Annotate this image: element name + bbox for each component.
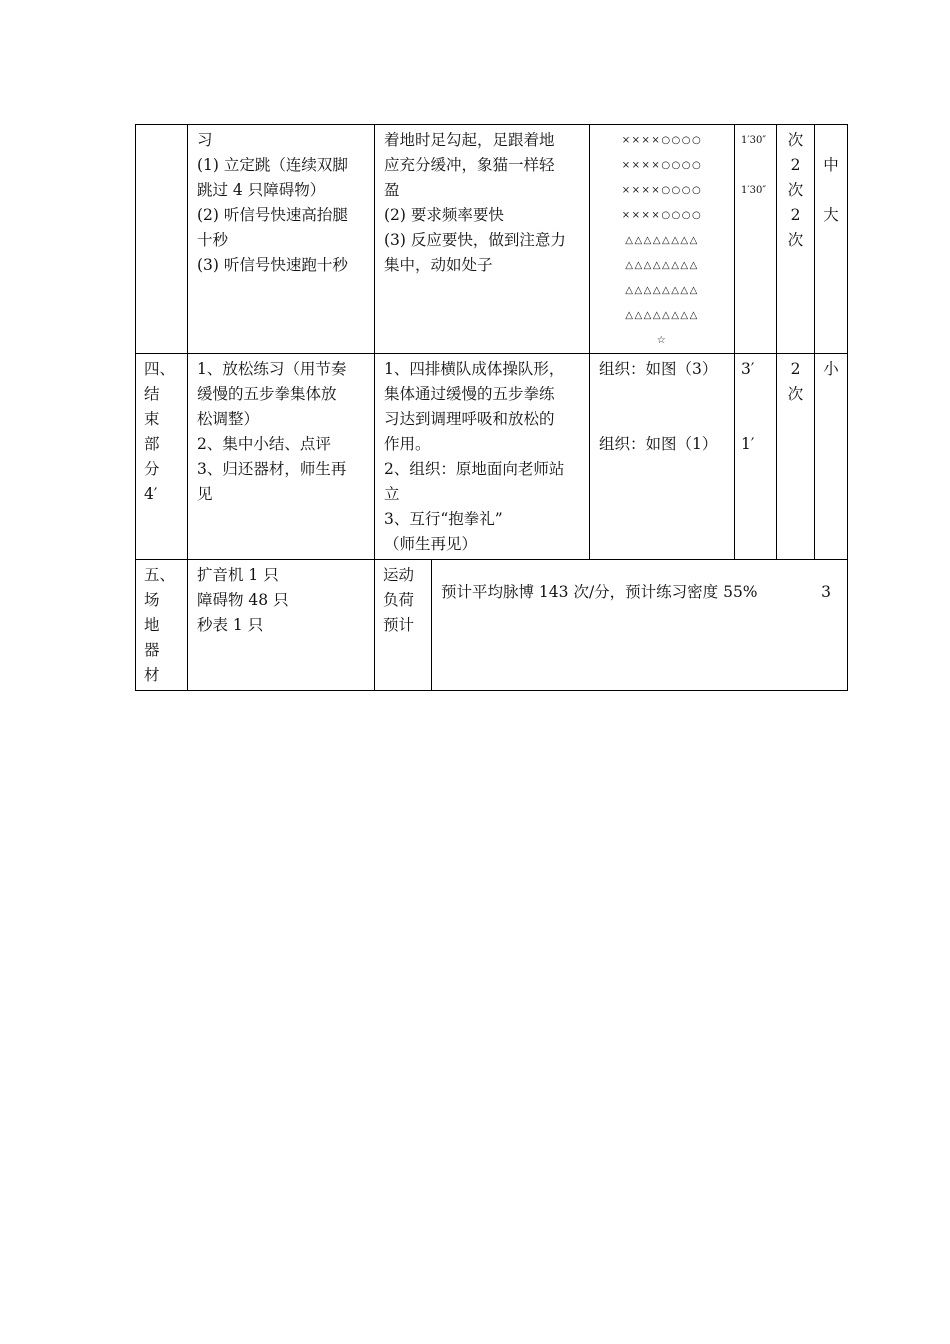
formation-row: ××××○○○○ (621, 160, 703, 171)
formation-diagram (590, 125, 735, 354)
page-number: 3 (821, 583, 832, 601)
intensity-cell: 中 大 (815, 125, 848, 354)
formation-row: ××××○○○○ (621, 135, 703, 146)
load-label-cell: 运动 负荷 预计 (375, 560, 432, 691)
ending-row (136, 354, 848, 560)
requirements-cell: 1、四排横队成体操队形， 集体通过缓慢的五步拳练 习达到调理呼吸和放松的 作用。 2、组织：原地面向老师站 立 3、互行“抱拳礼” （师生再见） (375, 354, 590, 560)
intensity-cell: 小 (815, 354, 848, 560)
formation-row: △△△△△△△△ (625, 310, 699, 321)
count-cell: 次 2 次 2 次 (777, 125, 815, 354)
count-cell: 2 次 (777, 354, 815, 560)
formation-row: △△△△△△△△ (625, 260, 699, 271)
formation-row: ××××○○○○ (621, 185, 703, 196)
time-cell: 3′ 1′ (735, 354, 777, 560)
section-cell: 四、 结 束 部 分 4′ (136, 354, 188, 560)
section-cell: 五、 场 地 器 材 (136, 560, 188, 691)
content-cell: 习 (1) 立定跳（连续双脚 跳过 4 只障碍物） (2) 听信号快速高抬腿 十秒 (3) 听信号快速跑十秒 (188, 125, 375, 354)
formation-row: △△△△△△△△ (625, 235, 699, 246)
load-forecast-cell (432, 560, 848, 691)
organization-cell: 组织：如图（3） 组织：如图（1） (590, 354, 735, 560)
practice-row (136, 125, 848, 354)
formation-row: ××××○○○○ (621, 210, 703, 221)
load-forecast-text: 预计平均脉博 143 次/分，预计练习密度 55% (441, 583, 758, 601)
requirements-cell: 着地时足勾起，足跟着地 应充分缓冲，象猫一样轻 盈 (2) 要求频率要快 (3) 反应要快，做到注意力 集中，动如处子 (375, 125, 590, 354)
formation-row: △△△△△△△△ (625, 285, 699, 296)
time-cell: 1′30″ 1′30″ (735, 125, 777, 354)
equipment-list: 扩音机 1 只 障碍物 48 只 秒表 1 只 (188, 560, 375, 691)
lesson-plan-table (135, 124, 848, 691)
equipment-row (136, 560, 848, 691)
section-cell (136, 125, 188, 354)
content-cell: 1、放松练习（用节奏 缓慢的五步拳集体放 松调整） 2、集中小结、点评 3、归还器材，师生再 见 (188, 354, 375, 560)
teacher-star-icon: ☆ (656, 335, 668, 346)
